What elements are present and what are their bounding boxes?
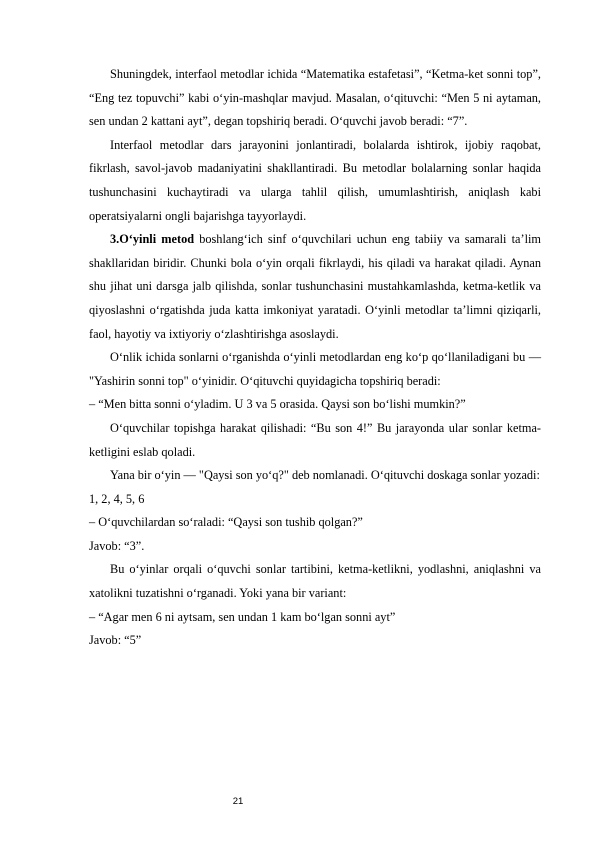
paragraph-text: – “Men bitta sonni o‘yladim. U 3 va 5 orasida. Qaysi son bo‘lishi mumkin?” [89,397,466,412]
paragraph-estafeta [89,63,541,134]
paragraph-text: Interfaol metodlar dars jarayonini jonlantiradi, bolalarda ishtirok, ijobiy raqobat, fikrlash, savol-javob madaniyatini shakllantiradi. Bu metodlar bolalarning sonlar haqida tushunchasini kuchaytiradi va ularga tahlil qilish, umumlashtirish, aniqlash kabi operatsiyalarni ongli bajarishga tayyorlaydi. [89,137,541,223]
paragraph-text: – “Agar men 6 ni aytsam, sen undan 1 kam bo‘lgan sonni ayt” [89,609,396,624]
paragraph-text: O‘quvchilar topishga harakat qilishadi: “Bu son 4!” Bu jarayonda ular sonlar ketma-ketligini eslab qoladi. [89,420,541,459]
answer-line [89,629,541,653]
paragraph-answer-four [89,417,541,464]
section-heading-inline: 3.O‘yinli metod [110,232,195,247]
dialogue-line [89,393,541,417]
paragraph-text: – O‘quvchilardan so‘raladi: “Qaysi son tushib qolgan?” [89,515,363,530]
paragraph-text: O‘nlik ichida sonlarni o‘rganishda o‘yinli metodlardan eng ko‘p qo‘llaniladigani bu — "Yashirin sonni top" o‘yinidir. O‘qituvchi quyidagicha topshiriq beradi: [89,350,541,388]
number-sequence [89,488,541,512]
paragraph-yashirin-son [89,346,541,393]
page-number: 21 [232,796,244,807]
dialogue-line [89,511,541,535]
paragraph-interfaol-metodlar [89,134,541,228]
paragraph-text: 1, 2, 4, 5, 6 [89,491,145,506]
document-page [89,63,541,653]
answer-line [89,535,541,559]
paragraph-qaysi-son-yoq [89,464,541,488]
paragraph-text: Bu o‘yinlar orqali o‘quvchi sonlar tartibini, ketma-ketlikni, yodlashni, aniqlashni va xatolikni tuzatishni o‘rganadi. Yoki yana bir variant: [89,562,541,601]
paragraph-text: boshlang‘ich sinf o‘quvchilari uchun eng tabiiy va samarali ta’lim shakllaridan biridir. Chunki bola o‘yin orqali fikrlaydi, his qiladi va harakat qiladi. Aynan shu jihat uni darsga jalb qilishda, sonlar tushunchasini mustahkamlashda, ketma-ketlik va qiyoslashni o‘rgatishda juda katta imkoniyat yaratadi. O‘yinli metodlar ta’limni qiziqarli, faol, hayotiy va ixtiyoriy o‘zlashtirishga asoslaydi. [89,232,541,341]
paragraph-oyinlar-orqali [89,558,541,605]
dialogue-line [89,606,541,630]
paragraph-oyinli-metod [89,228,541,346]
paragraph-text: Javob: “3”. [89,538,145,553]
paragraph-text: Shuningdek, interfaol metodlar ichida “Matematika estafetasi”, “Ketma-ket sonni top”, “Eng tez topuvchi” kabi o‘yin-mashqlar mavjud. Masalan, o‘qituvchi: “Men 5 ni aytaman, sen undan 2 kattani ayt”, degan topshiriq beradi. O‘quvchi javob beradi: “7”. [89,67,541,129]
paragraph-text: Yana bir o‘yin — "Qaysi son yo‘q?" deb nomlanadi. O‘qituvchi doskaga sonlar yozadi: [110,468,540,483]
paragraph-text: Javob: “5” [89,633,142,648]
